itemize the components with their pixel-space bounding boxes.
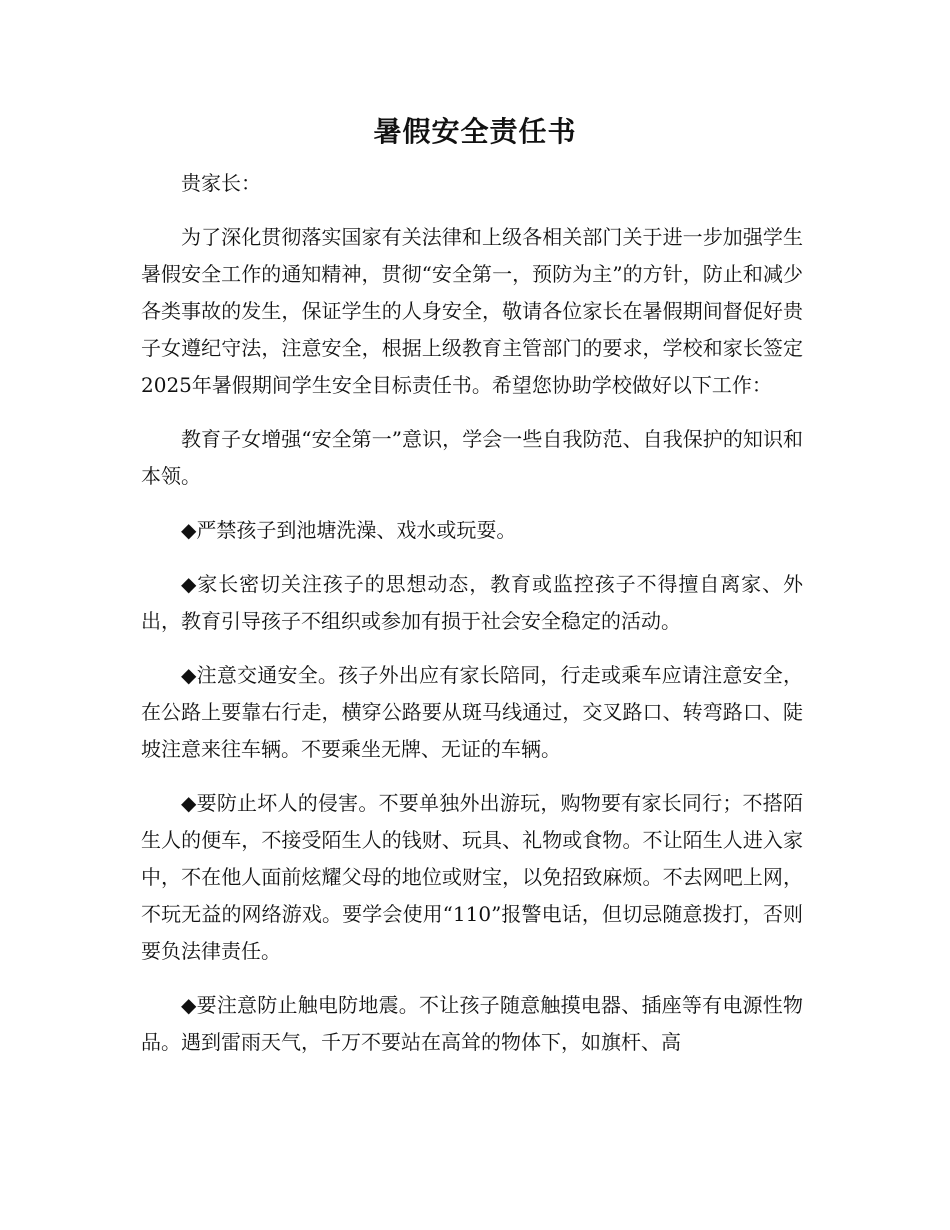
document-title: 暑假安全责任书 [373, 115, 577, 148]
stranger-safety-item: ◆要防止坏人的侵害。不要单独外出游玩，购物要有家长同行；不搭陌生人的便车，不接受陌生人的钱财、玩具、礼物或食物。不让陌生人进入家中，不在他人面前炫耀父母的地位或财宝，以免招致麻烦。不去网吧上网，不玩无益的网络游戏。要学会使用“110”报警电话，但切忌随意拨打，否则要负法律责任。 [141, 791, 803, 963]
salutation: 贵家长： [181, 171, 261, 195]
document-body [141, 165, 803, 1078]
safety-awareness-paragraph: 教育子女增强“安全第一”意识，学会一些自我防范、自我保护的知识和本领。 [141, 427, 803, 488]
intro-paragraph: 为了深化贯彻落实国家有关法律和上级各相关部门关于进一步加强学生暑假安全工作的通知精神，贯彻“安全第一，预防为主”的方针，防止和减少各类事故的发生，保证学生的人身安全，敬请各位家长在暑假期间督促好贵子女遵纪守法，注意安全，根据上级教育主管部门的要求，学校和家长签定2025年暑假期间学生安全目标责任书。希望您协助学校做好以下工作： [141, 225, 803, 397]
supervision-item: ◆家长密切关注孩子的思想动态，教育或监控孩子不得擅自离家、外出，教育引导孩子不组织或参加有损于社会安全稳定的活动。 [141, 572, 803, 633]
traffic-safety-item: ◆注意交通安全。孩子外出应有家长陪同，行走或乘车应请注意安全，在公路上要靠右行走，横穿公路要从斑马线通过，交叉路口、转弯路口、陡坡注意来往车辆。不要乘坐无牌、无证的车辆。 [141, 663, 803, 761]
electric-safety-item: ◆要注意防止触电防地震。不让孩子随意触摸电器、插座等有电源性物品。遇到雷雨天气，千万不要站在高耸的物体下，如旗杆、高 [141, 993, 803, 1054]
water-safety-item: ◆严禁孩子到池塘洗澡、戏水或玩耍。 [181, 518, 517, 542]
